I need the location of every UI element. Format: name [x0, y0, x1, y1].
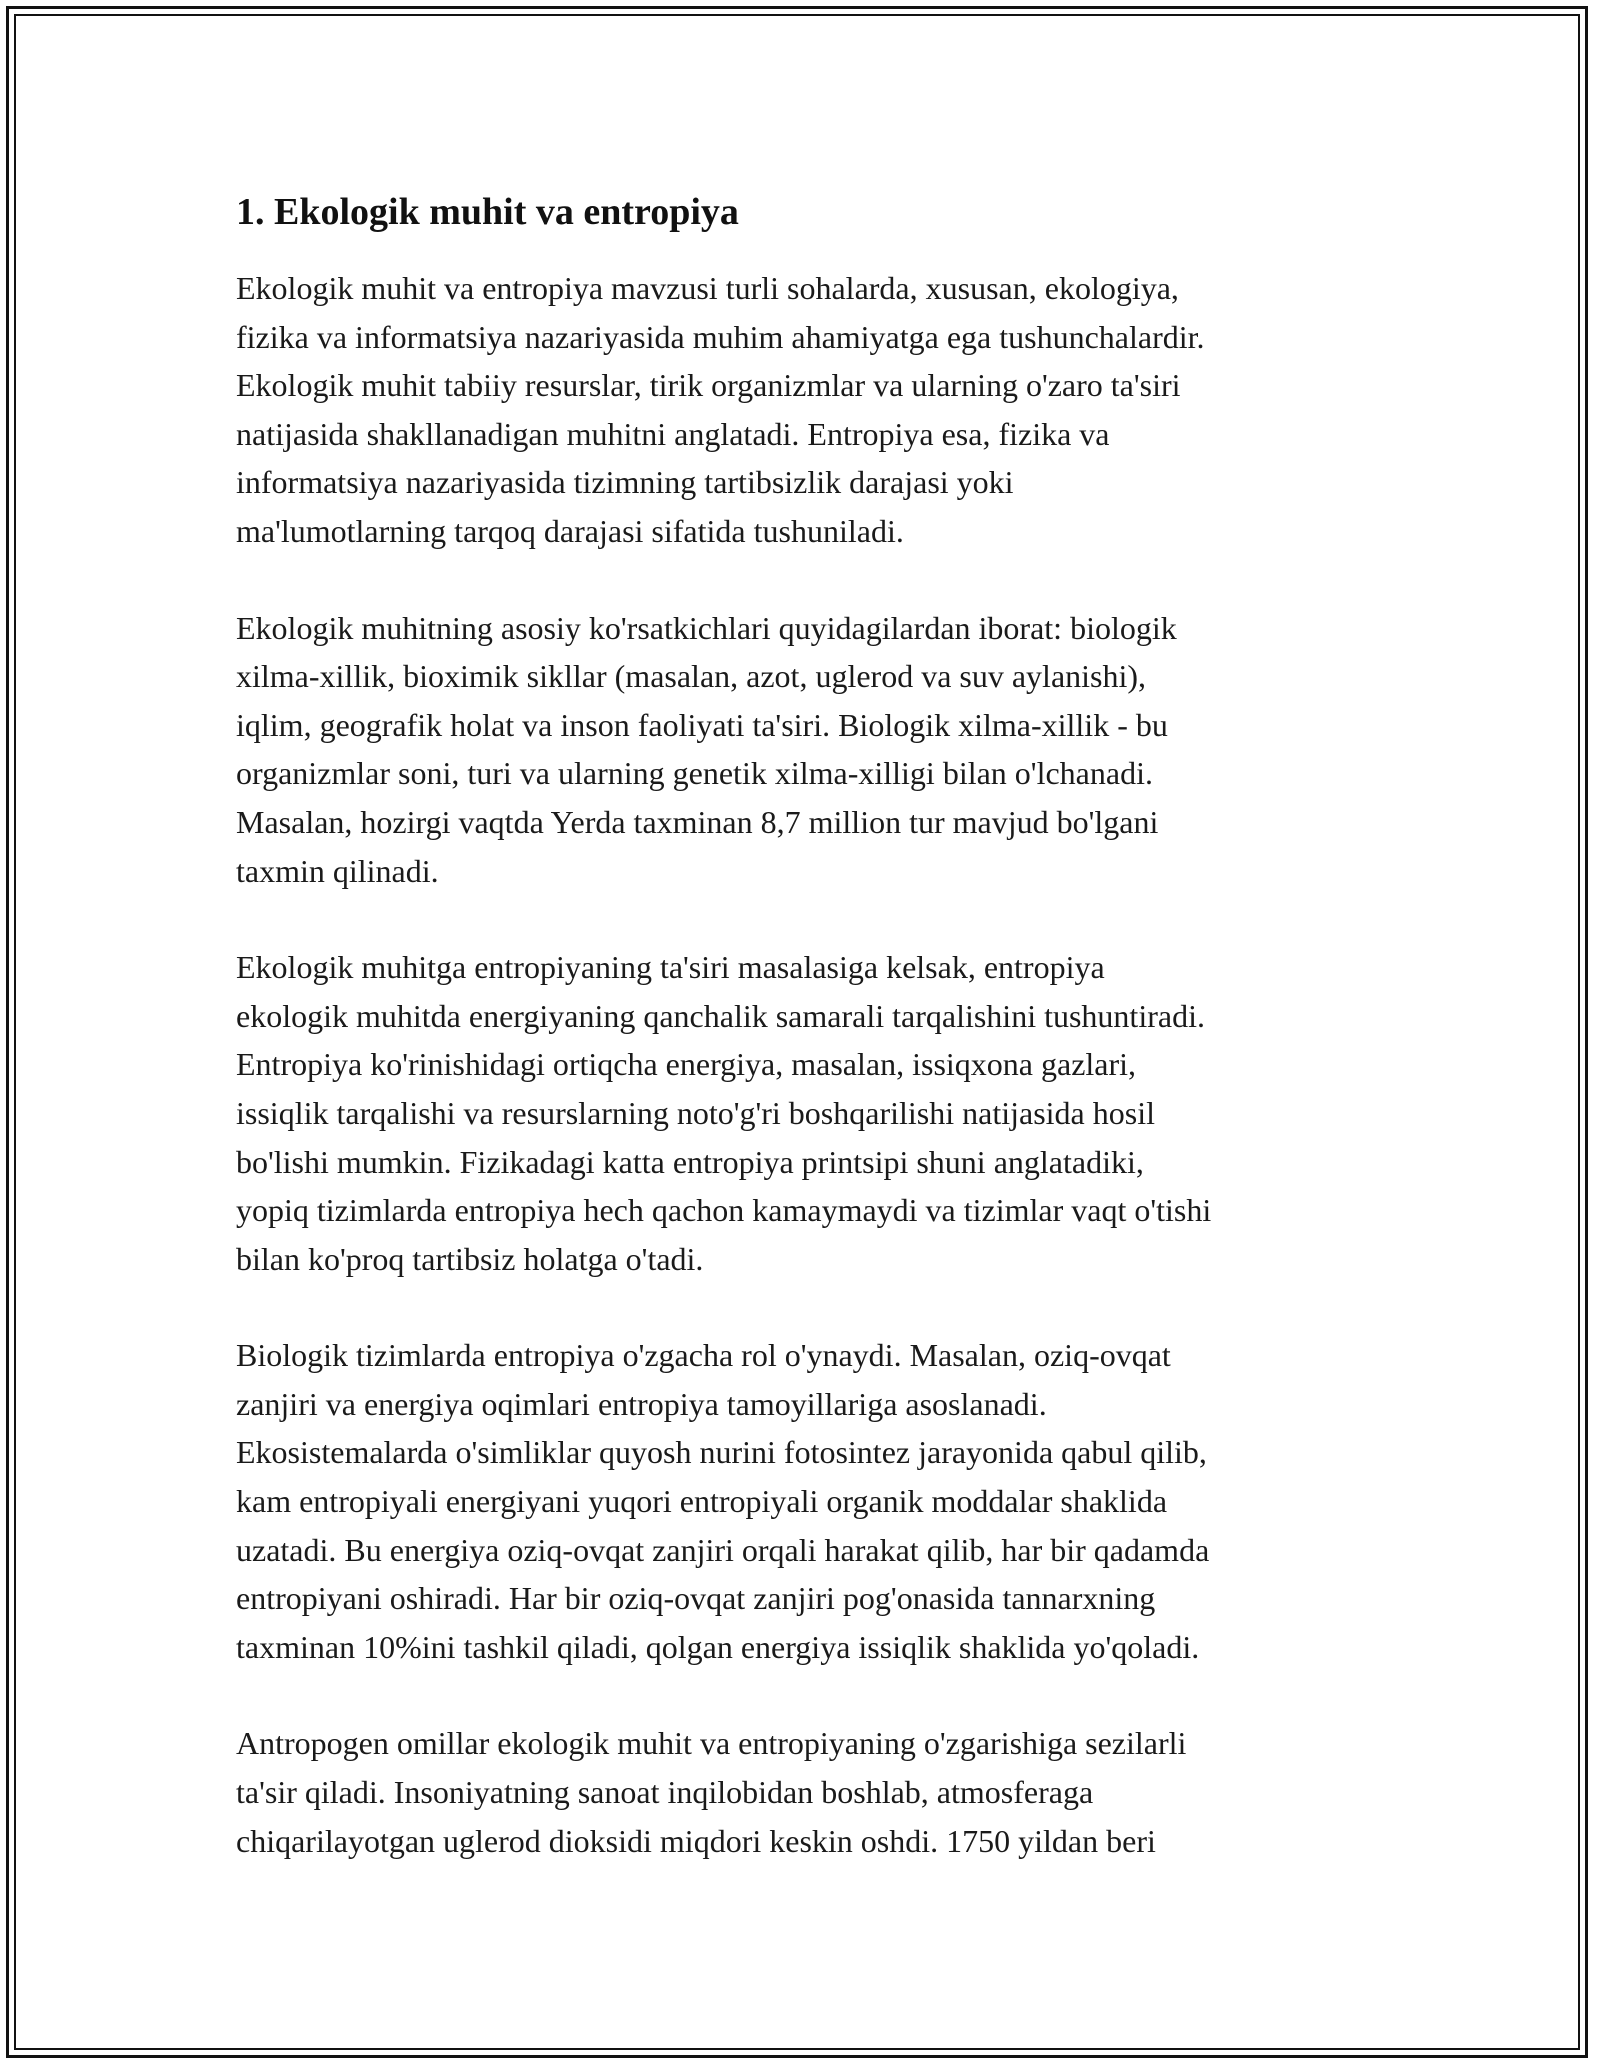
document-body: [236, 186, 1370, 1913]
paragraph-intro: [236, 264, 1370, 556]
paragraph-line: bilan ko'proq tartibsiz holatga o'tadi.: [236, 1240, 704, 1277]
paragraph-line: taxmin qilinadi.: [236, 852, 439, 889]
paragraph-line: Ekologik muhit tabiiy resurslar, tirik organizmlar va ularning o'zaro ta'siri: [236, 367, 1181, 404]
paragraph-line: Entropiya ko'rinishidagi ortiqcha energiya, masalan, issiqxona gazlari,: [236, 1046, 1137, 1083]
paragraph-line: ekologik muhitda energiyaning qanchalik samarali tarqalishini tushuntiradi.: [236, 997, 1205, 1034]
paragraph-line: ma'lumotlarning tarqoq darajasi sifatida tushuniladi.: [236, 512, 904, 549]
paragraph-line: Ekologik muhitning asosiy ko'rsatkichlari quyidagilardan iborat: biologik: [236, 609, 1177, 646]
section-heading: 1. Ekologik muhit va entropiya: [236, 191, 739, 233]
paragraph-line: informatsiya nazariyasida tizimning tartibsizlik darajasi yoki: [236, 464, 1014, 501]
paragraph-line: iqlim, geografik holat va inson faoliyati ta'siri. Biologik xilma-xillik - bu: [236, 706, 1168, 743]
paragraph-line: Ekosistemalarda o'simliklar quyosh nurini fotosintez jarayonida qabul qilib,: [236, 1434, 1207, 1471]
paragraph-line: xilma-xillik, bioximik sikllar (masalan, azot, uglerod va suv aylanishi),: [236, 658, 1147, 695]
paragraph-line: natijasida shakllanadigan muhitni anglatadi. Entropiya esa, fizika va: [236, 415, 1110, 452]
paragraph-line: ta'sir qiladi. Insoniyatning sanoat inqilobidan boshlab, atmosferaga: [236, 1774, 1094, 1811]
paragraph-anthropogenic: [236, 1719, 1370, 1865]
paragraph-line: chiqarilayotgan uglerod dioksidi miqdori keskin oshdi. 1750 yildan beri: [236, 1822, 1156, 1859]
paragraph-line: organizmlar soni, turi va ularning genetik xilma-xilligi bilan o'lchanadi.: [236, 755, 1153, 792]
paragraph-line: Antropogen omillar ekologik muhit va entropiyaning o'zgarishiga sezilarli: [236, 1725, 1187, 1762]
paragraph-indicators: [236, 604, 1370, 896]
paragraph-biological-systems: [236, 1331, 1370, 1671]
paragraph-line: kam entropiyali energiyani yuqori entropiyali organik moddalar shaklida: [236, 1483, 1168, 1520]
paragraph-line: Masalan, hozirgi vaqtda Yerda taxminan 8,7 million tur mavjud bo'lgani: [236, 803, 1159, 840]
paragraph-line: entropiyani oshiradi. Har bir oziq-ovqat zanjiri pog'onasida tannarxning: [236, 1580, 1156, 1617]
paragraph-line: Ekologik muhitga entropiyaning ta'siri masalasiga kelsak, entropiya: [236, 949, 1105, 986]
paragraph-line: taxminan 10%ini tashkil qiladi, qolgan energiya issiqlik shaklida yo'qoladi.: [236, 1628, 1200, 1665]
paragraph-line: zanjiri va energiya oqimlari entropiya tamoyillariga asoslanadi.: [236, 1385, 1047, 1422]
paragraph-entropy-effect: [236, 943, 1370, 1283]
paragraph-line: Biologik tizimlarda entropiya o'zgacha rol o'ynaydi. Masalan, oziq-ovqat: [236, 1337, 1171, 1374]
paragraph-line: yopiq tizimlarda entropiya hech qachon kamaymaydi va tizimlar vaqt o'tishi: [236, 1192, 1212, 1229]
paragraph-line: Ekologik muhit va entropiya mavzusi turli sohalarda, xususan, ekologiya,: [236, 270, 1179, 306]
paragraph-line: fizika va informatsiya nazariyasida muhim ahamiyatga ega tushunchalardir.: [236, 318, 1205, 355]
paragraph-line: uzatadi. Bu energiya oziq-ovqat zanjiri orqali harakat qilib, har bir qadamda: [236, 1531, 1210, 1568]
paragraph-line: bo'lishi mumkin. Fizikadagi katta entropiya printsipi shuni anglatadiki,: [236, 1143, 1144, 1180]
paragraph-line: issiqlik tarqalishi va resurslarning noto'g'ri boshqarilishi natijasida hosil: [236, 1094, 1155, 1131]
